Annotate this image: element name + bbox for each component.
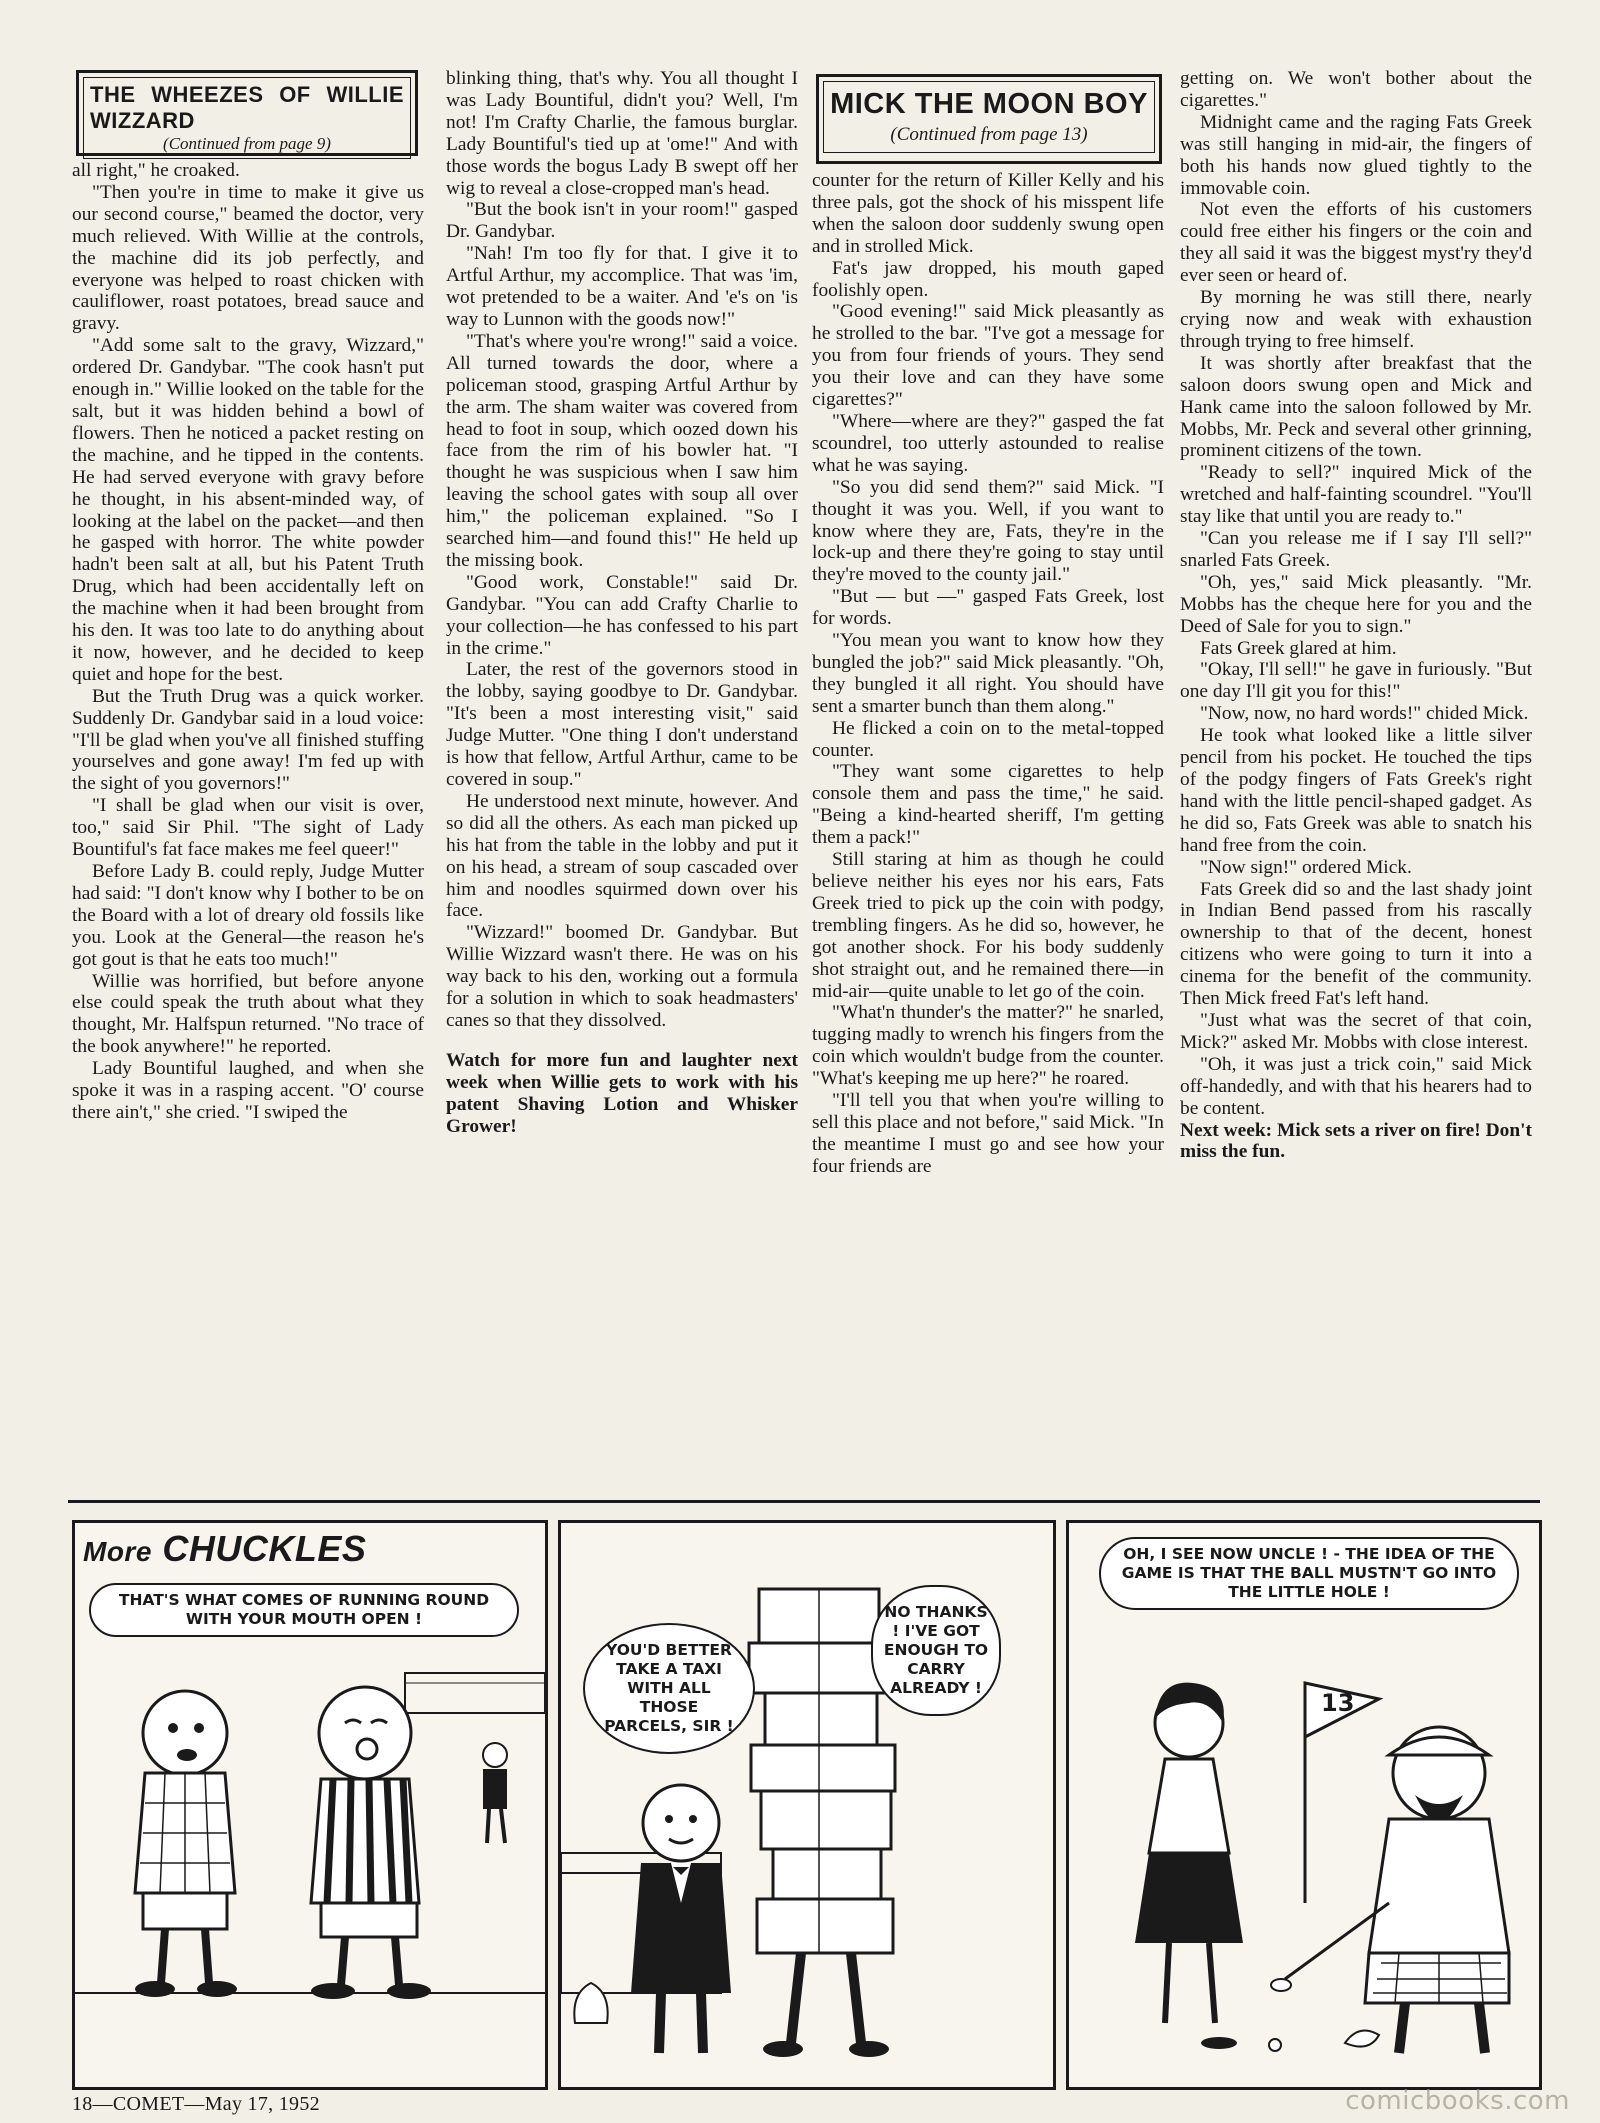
paragraph: "But — but —" gasped Fats Greek, lost for words. bbox=[812, 586, 1164, 630]
paragraph: Midnight came and the raging Fats Greek was still hanging in mid-air, the fingers of both his hands now glued tightly to the immovable coin. bbox=[1180, 111, 1532, 199]
paragraph: Still staring at him as though he could believe neither his eyes nor his ears, Fats Greek tried to pick up the coin with podgy, trembling fingers. As he did so, however, he got another shock. For his body suddenly shot straight out, and he remained there—in mid-air—quite unable to let go of the coin. bbox=[812, 849, 1164, 1002]
paragraph: Before Lady B. could reply, Judge Mutter had said: "I don't know why I bother to be on the Board with a lot of dreary old fossils like you. Look at the General—the reason he's got gout is that he eats too much!" bbox=[72, 861, 424, 970]
paragraph: "Can you release me if I say I'll sell?" snarled Fats Greek. bbox=[1180, 528, 1532, 571]
chuckles-title-main: CHUCKLES bbox=[162, 1528, 367, 1569]
paragraph: "But the book isn't in your room!" gasped Dr. Gandybar. bbox=[446, 199, 798, 243]
paragraph: Lady Bountiful laughed, and when she spoke it was in a rasping accent. "O' course there ain't," she cried. "I swiped the bbox=[72, 1058, 424, 1123]
paragraph: "Just what was the secret of that coin, Mick?" asked Mr. Mobbs with close interest. bbox=[1180, 1009, 1532, 1053]
paragraph: By morning he was still there, nearly crying now and weak with exhaustion through trying to free himself. bbox=[1180, 287, 1532, 352]
paragraph: He flicked a coin on to the metal-topped counter. bbox=[812, 717, 1164, 761]
willie-column-2 bbox=[446, 68, 798, 1490]
flag-number: 13 bbox=[1321, 1689, 1355, 1717]
mick-next-week: Next week: Mick sets a river on fire! Don't miss the fun. bbox=[1180, 1119, 1532, 1163]
paragraph: He understood next minute, however. And so did all the others. As each man picked up his hat from the table in the lobby and put it on his head, a stream of soup cascaded over him and noodles squirmed down over his face. bbox=[446, 790, 798, 922]
paragraph: Not even the efforts of his customers could free either his fingers or the coin and they all said it was the biggest myst'ry they'd ever seen or heard of. bbox=[1180, 199, 1532, 287]
paragraph: "Good work, Constable!" said Dr. Gandybar. "You can add Crafty Charlie to your collection—he has confessed to his part in the crime." bbox=[446, 571, 798, 659]
paragraph: "Now, now, no hard words!" chided Mick. bbox=[1200, 703, 1529, 725]
paragraph: all right," he croaked. bbox=[72, 160, 240, 181]
paragraph: "You mean you want to know how they bungled the job?" said Mick pleasantly. "Oh, they bungled it all right. You should have sent a smarter bunch than them along." bbox=[812, 630, 1164, 717]
paragraph: "I'll tell you that when you're willing to sell this place and not before," said Mick. "In the meantime I must go and see how your four friends are bbox=[812, 1090, 1164, 1177]
paragraph: Fats Greek glared at him. bbox=[1200, 637, 1397, 659]
willie-title: THE WHEEZES OF WILLIE WIZZARD bbox=[90, 82, 404, 133]
paragraph: "Good evening!" said Mick pleasantly as he strolled to the bar. "I've got a message for you from four friends of yours. They send you their love and can they have some cigarettes?" bbox=[812, 301, 1164, 411]
paragraph: "Ready to sell?" inquired Mick of the wretched and half-fainting scoundrel. "You'll stay like that until you are ready to." bbox=[1180, 462, 1532, 528]
paragraph: "Now sign!" ordered Mick. bbox=[1200, 856, 1412, 878]
paragraph: "Oh, yes," said Mick pleasantly. "Mr. Mobbs has the cheque here for you and the Deed of Sale for you to sign." bbox=[1180, 571, 1532, 637]
paragraph: Later, the rest of the governors stood in the lobby, saying goodbye to Dr. Gandybar. "It's been a most interesting visit," said Judge Mutter. "One thing I don't understand is how that fellow, Artful Arthur, came to be covered in soup." bbox=[446, 659, 798, 790]
paragraph: getting on. We won't bother about the cigarettes." bbox=[1180, 68, 1532, 111]
willie-next-week: Watch for more fun and laughter next week when Willie gets to work with his patent Shaving Lotion and Whisker Grower! bbox=[446, 1049, 798, 1137]
chuckles-panel-1 bbox=[72, 1520, 548, 2090]
watermark: comicbooks.com bbox=[1345, 2086, 1570, 2116]
paragraph: "Nah! I'm too fly for that. I give it to Artful Arthur, my accomplice. That was 'im, wot pretended to be a waiter. And 'e's on 'is way to Lunnon with the goods now!" bbox=[446, 243, 798, 330]
speech-balloon: THAT'S WHAT COMES OF RUNNING ROUND WITH YOUR MOUTH OPEN ! bbox=[89, 1583, 519, 1637]
willie-column-1 bbox=[72, 160, 424, 1490]
paragraph: "Oh, it was just a trick coin," said Mick off-handedly, and with that his hearers had to be content. bbox=[1180, 1053, 1532, 1119]
willie-header bbox=[76, 70, 418, 156]
paragraph: counter for the return of Killer Kelly and his three pals, got the shock of his misspent life when the saloon door suddenly swung open and in strolled Mick. bbox=[812, 170, 1164, 257]
mick-title: MICK THE MOON BOY bbox=[830, 88, 1148, 120]
willie-subtitle: (Continued from page 9) bbox=[163, 134, 331, 153]
mick-subtitle: (Continued from page 13) bbox=[890, 124, 1088, 145]
chuckles-title-prefix: More bbox=[83, 1536, 152, 1567]
mick-column-3 bbox=[812, 170, 1164, 1490]
paragraph: He took what looked like a little silver pencil from his pocket. He touched the tips of the podgy fingers of Fats Greek's right hand with the little pencil-shaped gadget. As he did so, Fats Greek was able to snatch his hand free from the coin. bbox=[1180, 725, 1532, 856]
paragraph: "I shall be glad when our visit is over, too," said Sir Phil. "The sight of Lady Bountiful's fat face makes me feel queer!" bbox=[72, 795, 424, 861]
paragraph: It was shortly after breakfast that the saloon doors swung open and Mick and Hank came into the saloon followed by Mr. Mobbs, Mr. Peck and several other grinning, prominent citizens of the town. bbox=[1180, 352, 1532, 462]
speech-balloon: OH, I SEE NOW UNCLE ! - THE IDEA OF THE GAME IS THAT THE BALL MUSTN'T GO INTO THE LITTLE HOLE ! bbox=[1099, 1537, 1519, 1610]
paragraph: "Wizzard!" boomed Dr. Gandybar. But Willie Wizzard wasn't there. He was on his way back to his den, working out a formula for a solution in which to soak headmasters' canes so that they dissolved. bbox=[446, 922, 798, 1031]
mick-header bbox=[816, 74, 1162, 164]
chuckles-panel-3 bbox=[1066, 1520, 1542, 2090]
chuckles-panel-2 bbox=[558, 1520, 1056, 2090]
paragraph: Fat's jaw dropped, his mouth gaped foolishly open. bbox=[812, 257, 1164, 301]
paragraph: blinking thing, that's why. You all thought I was Lady Bountiful, didn't you? Well, I'm not! I'm Crafty Charlie, the famous burglar. Lady Bountiful's tied up at 'ome!" And with those words the bogus Lady B swept off her wig to reveal a close-cropped man's head. bbox=[446, 68, 798, 199]
paragraph: "Okay, I'll sell!" he gave in furiously. "But one day I'll git you for this!" bbox=[1180, 659, 1532, 703]
page-folio: 18—COMET—May 17, 1952 bbox=[72, 2093, 320, 2115]
paragraph: "They want some cigarettes to help console them and pass the time," he said. "Being a kind-hearted sheriff, I'm getting them a pack!" bbox=[812, 761, 1164, 849]
paragraph: Willie was horrified, but before anyone else could speak the truth about what they thought, Mr. Halfspun returned. "No trace of the book anywhere!" he reported. bbox=[72, 970, 424, 1058]
section-divider bbox=[68, 1500, 1540, 1503]
speech-balloon: NO THANKS ! I'VE GOT ENOUGH TO CARRY ALREADY ! bbox=[871, 1585, 1001, 1716]
mick-column-4 bbox=[1180, 68, 1532, 1490]
speech-balloon: YOU'D BETTER TAKE A TAXI WITH ALL THOSE PARCELS, SIR ! bbox=[583, 1623, 755, 1754]
paragraph: "That's where you're wrong!" said a voice. All turned towards the door, where a policeman stood, grasping Artful Arthur by the arm. The sham waiter was covered from head to foot in soup, which oozed down his face from the rim of his bowler hat. "I thought he was suspicious when I saw him leaving the school gates with soup all over him," the policeman explained. "So I searched him—and found this!" He held up the missing book. bbox=[446, 330, 798, 571]
paragraph: "Add some salt to the gravy, Wizzard," ordered Dr. Gandybar. "The cook hasn't put enough in." Willie looked on the table for the salt, but it was hidden behind a bowl of flowers. Then he noticed a packet resting on the machine, and he tipped in the contents. He had served everyone with gravy before he thought, in his absent-minded way, of looking at the label on the packet—and then he gasped with horror. The white powder hadn't been salt at all, but his Patent Truth Drug, which had been accidentally left on the machine when it had been brought from his den. It was too late to do anything about it now, however, and he decided to keep quiet and hope for the best. bbox=[72, 335, 424, 685]
paragraph: But the Truth Drug was a quick worker. Suddenly Dr. Gandybar said in a loud voice: "I'll be glad when you've all finished stuffing yourselves and gone away! I'm fed up with the sight of you governors!" bbox=[72, 685, 424, 795]
paragraph: "What'n thunder's the matter?" he snarled, tugging madly to wrench his fingers from the coin which wouldn't budge from the counter. "What's keeping me up here?" he roared. bbox=[812, 1002, 1164, 1090]
paragraph: "So you did send them?" said Mick. "I thought it was you. Well, if you want to know where they are, Fats, they're in the lock-up and there they're going to stay until they're moved to the county jail." bbox=[812, 476, 1164, 586]
paragraph: "Where—where are they?" gasped the fat scoundrel, too utterly astounded to realise what he was saying. bbox=[812, 410, 1164, 476]
paragraph: Fats Greek did so and the last shady joint in Indian Bend passed from his rascally ownership to that of the decent, honest citizens who were going to turn it into a cinema for the benefit of the community. Then Mick freed Fat's left hand. bbox=[1180, 878, 1532, 1010]
paragraph: "Then you're in time to make it give us our second course," beamed the doctor, very much relieved. With Willie at the controls, the machine did its job perfectly, and everyone was helped to roast chicken with cauliflower, roast potatoes, bread sauce and gravy. bbox=[72, 181, 424, 335]
